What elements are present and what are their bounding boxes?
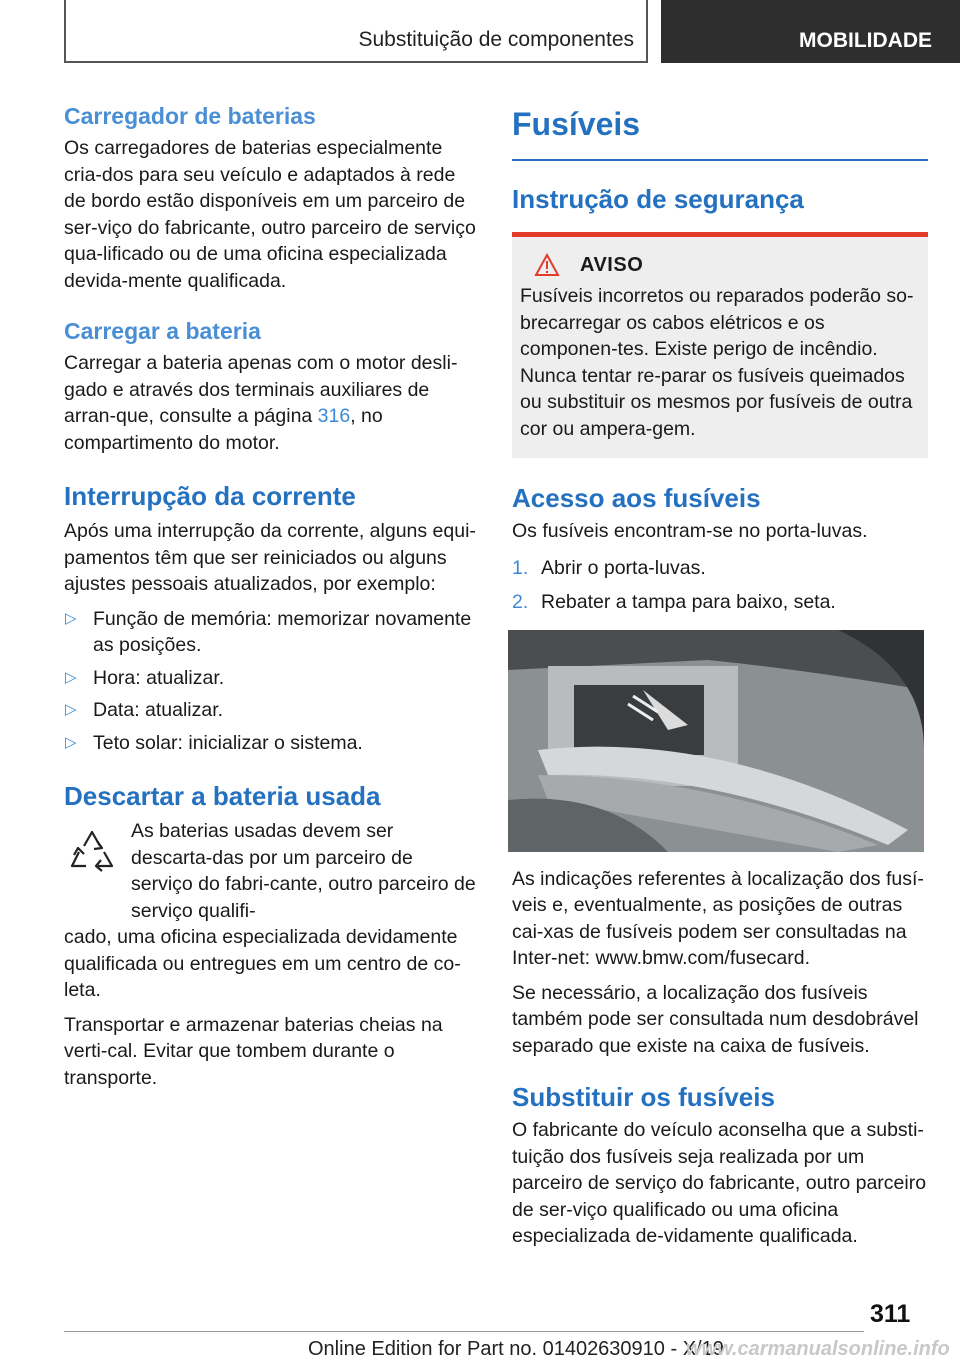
list-item: ▷ Data: atualizar. (64, 697, 476, 724)
triangle-bullet-icon: ▷ (65, 701, 77, 718)
warning-box (512, 232, 928, 458)
header-chapter-title: MOBILIDADE (799, 29, 932, 52)
charge-paragraph (64, 350, 476, 456)
heading-rule (512, 159, 928, 161)
triangle-bullet-icon: ▷ (65, 609, 77, 627)
list-item: ▷ Hora: atualizar. (64, 665, 476, 692)
page-link[interactable]: 316 (317, 405, 351, 427)
charge-text-start: Carregar a bateria apenas com o motor desli-gado e através dos terminais auxiliares de arran-que, consulte a página (64, 352, 458, 427)
warning-label: AVISO (580, 253, 644, 276)
charge-heading: Carregar a bateria (64, 318, 261, 344)
right-column (512, 101, 928, 1250)
list-item: ▷ Teto solar: inicializar o sistema. (64, 730, 476, 757)
glovebox-photo (508, 630, 924, 852)
interrupt-heading: Interrupção da corrente (64, 481, 356, 511)
page-number: 311 (870, 1300, 911, 1328)
info-paragraph-2: Se necessário, a localização dos fusíveis também pode ser consultada num desdobrável separado que existe na caixa de fusíveis. (512, 981, 919, 1057)
glovebox-illustration (508, 630, 924, 852)
watermark: www.carmanualsonline.info (686, 1338, 950, 1360)
access-paragraph: Os fusíveis encontram-se no porta-luvas. (512, 520, 868, 542)
warning-title (520, 253, 920, 277)
steps-list (512, 555, 928, 616)
charger-heading: Carregador de baterias (64, 103, 316, 129)
info-paragraph-1: As indicações referentes à localização dos fusí-veis e, eventualmente, as posições de outras cai-xas de fusíveis podem ser consultadas na Inter-net: www.bmw.com/fusecard. (512, 867, 924, 969)
charge-text-end: , no compartimento do motor. (64, 405, 383, 454)
list-item: ▷ Função de memória: memorizar novamente as posições. (65, 607, 472, 656)
header-section-tab (64, 0, 648, 63)
dispose-block (64, 818, 476, 924)
warning-paragraph: Fusíveis incorretos ou reparados poderão so-brecarregar os cabos elétricos e os componen-tes. Existe perigo de incêndio. Nunca tentar re-parar os fusíveis queimados ou substituir os mesmos por fusíveis de outra cor ou ampera-gem. (520, 285, 914, 440)
replace-heading: Substituir os fusíveis (512, 1082, 775, 1112)
fuses-heading: Fusíveis (512, 106, 641, 142)
dispose-paragraph-3: Transportar e armazenar baterias cheias na verti-cal. Evitar que tombem durante o transporte. (64, 1013, 443, 1089)
left-column (64, 101, 476, 1091)
interrupt-paragraph: Após uma interrupção da corrente, alguns equi-pamentos têm que ser reiniciados ou alguns ajustes pessoais atualizados, por exemplo: (64, 520, 476, 595)
safety-heading: Instrução de segurança (512, 184, 804, 214)
footer-edition: Online Edition for Part no. 01402630910 - X/19 (308, 1338, 724, 1360)
header-chapter-tab (661, 0, 960, 63)
dispose-paragraph-2: cado, uma oficina especializada devidamente qualificada ou entregues em um centro de co-leta. (64, 926, 461, 1001)
access-heading: Acesso aos fusíveis (512, 483, 761, 513)
interrupt-list (64, 606, 476, 757)
triangle-bullet-icon: ▷ (65, 733, 77, 751)
dispose-heading: Descartar a bateria usada (64, 781, 381, 811)
list-item: 2. Rebater a tampa para baixo, seta. (512, 591, 836, 613)
triangle-bullet-icon: ▷ (65, 668, 77, 686)
charger-paragraph: Os carregadores de baterias especialmente cria-dos para seu veículo e adaptados à rede de bordo estão disponíveis em um parceiro de ser-viço do fabricante, outro parceiro de serviço qua-lificado ou de uma oficina especializada devida-mente qualificada. (64, 137, 476, 292)
list-item: 1. Abrir o porta-luvas. (512, 556, 706, 579)
warning-triangle-icon (534, 253, 560, 277)
footer-rule (64, 1331, 864, 1332)
header-section-title: Substituição de componentes (358, 28, 634, 51)
replace-paragraph: O fabricante do veículo aconselha que a substi-tuição dos fusíveis seja realizada por um parceiro de serviço do fabricante, outro parceiro de ser-viço qualificado ou uma oficina especializada de-vidamente qualificada. (512, 1119, 927, 1247)
recycle-icon (64, 824, 120, 880)
dispose-paragraph-1: As baterias usadas devem ser descarta-das por um parceiro de serviço do fabri-cante, outro parceiro de serviço qualifi- (131, 820, 476, 922)
